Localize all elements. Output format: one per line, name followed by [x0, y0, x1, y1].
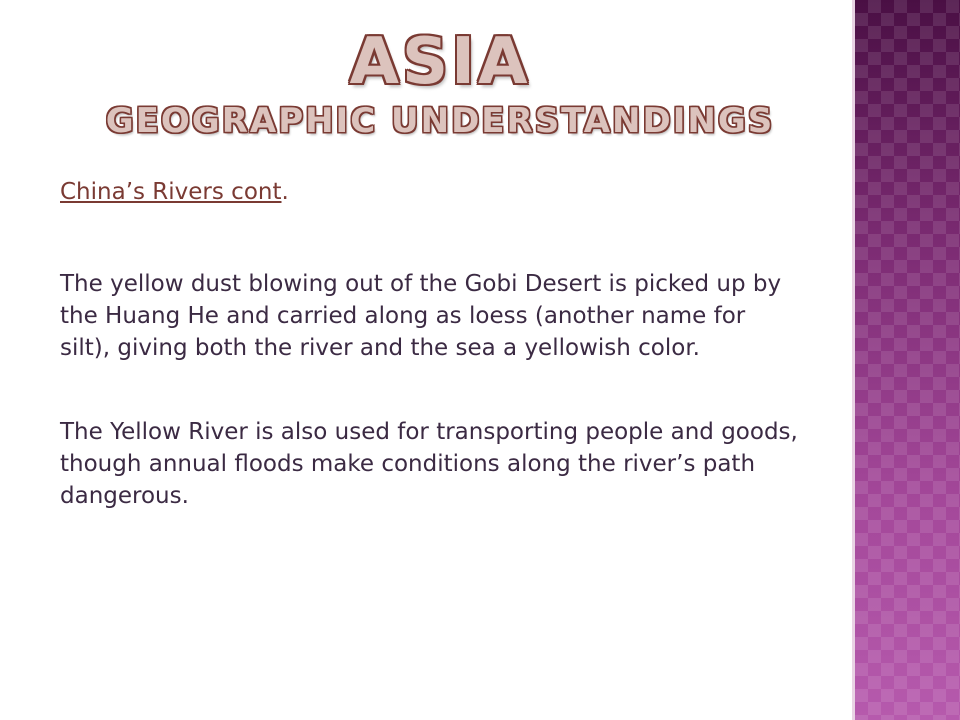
slide-title-block [40, 25, 840, 141]
paragraph-transport: The Yellow River is also used for transporting people and goods, though annual floods make conditions along the river’s path dangerous. [60, 419, 798, 509]
section-subheading [60, 176, 800, 208]
rivers-link[interactable]: China’s Rivers cont [60, 179, 282, 205]
subheading-suffix: . [281, 179, 289, 205]
slide-subtitle: GEOGRAPHIC UNDERSTANDINGS [105, 101, 775, 141]
paragraph-loess: The yellow dust blowing out of the Gobi Desert is picked up by the Huang He and carried along as loess (another name for silt), giving both the river and the sea a yellowish color. [60, 271, 782, 361]
decorative-side-band [855, 0, 960, 720]
slide-title: ASIA [349, 25, 531, 99]
slide-content [60, 176, 800, 564]
